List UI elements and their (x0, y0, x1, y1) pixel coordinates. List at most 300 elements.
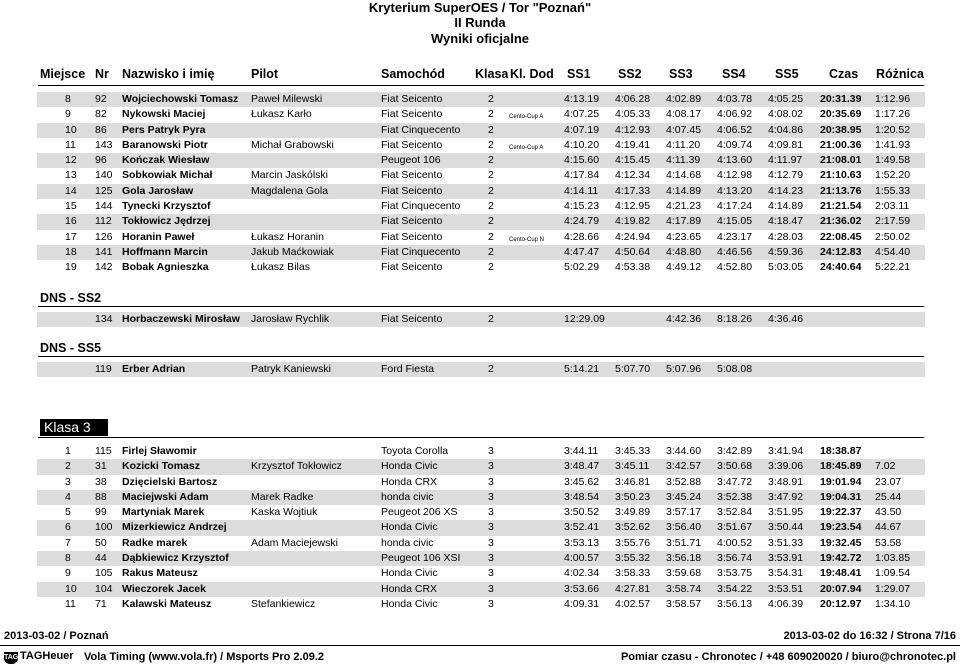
cell-ss2: 3:49.89 (615, 506, 651, 519)
cell-pos: 15 (65, 200, 77, 213)
col-name: Nazwisko i imię (122, 67, 215, 81)
table-row (37, 505, 925, 520)
cell-name: Nykowski Maciej (122, 108, 206, 121)
results-table-klasa3 (37, 444, 925, 612)
cell-czas: 21:10.63 (820, 169, 862, 182)
col-ss3: SS3 (669, 67, 693, 81)
cell-nr: 143 (95, 138, 113, 151)
cell-pilot: Marcin Jaskólski (251, 169, 329, 182)
cell-diff: 1:34.10 (875, 597, 911, 610)
cell-pos: 10 (65, 123, 77, 136)
cell-pilot: Kaska Wojtiuk (251, 506, 318, 519)
cell-car: honda civic (381, 536, 434, 549)
cell-nr: 50 (95, 536, 107, 549)
cell-ss4: 3:56.74 (717, 552, 753, 565)
cell-ss5: 4:14.89 (768, 200, 804, 213)
cell-nr: 100 (95, 521, 113, 534)
cell-ss3: 4:17.89 (666, 215, 702, 228)
table-row (37, 92, 925, 107)
header-rule (38, 85, 924, 86)
table-row (37, 123, 925, 138)
cell-ss3: 4:14.68 (666, 169, 702, 182)
cell-diff: 7.02 (875, 460, 896, 473)
cell-pos: 19 (65, 261, 77, 274)
cell-car: Fiat Cinquecento (381, 123, 461, 136)
cell-nr: 71 (95, 597, 107, 610)
cell-klasa: 2 (488, 363, 494, 375)
cell-klasa: 2 (488, 200, 494, 213)
cell-ss1: 3:48.54 (564, 490, 600, 503)
cell-dod: Cento-Cup N (509, 236, 545, 243)
cell-name: Pers Patryk Pyra (122, 123, 206, 136)
tagheuer-logo: TAG TAGHeuer (4, 650, 74, 662)
cell-ss5: 4:04.86 (768, 123, 804, 136)
cell-ss5: 4:14.23 (768, 184, 804, 197)
cell-ss4: 3:52.84 (717, 506, 753, 519)
cell-car: Fiat Seicento (381, 261, 443, 274)
cell-pilot: Patryk Kaniewski (251, 363, 331, 375)
cell-name: Dąbkiewicz Krzysztof (122, 552, 229, 565)
cell-pilot: Łukasz Bilas (251, 261, 310, 274)
cell-name: Wojciechowski Tomasz (122, 93, 239, 105)
cell-ss3: 4:48.80 (666, 245, 702, 258)
cell-klasa: 3 (488, 445, 494, 457)
cell-ss1: 4:14.11 (564, 184, 599, 197)
cell-klasa: 2 (488, 93, 494, 105)
cell-car: Fiat Cinquecento (381, 245, 461, 258)
cell-ss5: 4:05.25 (768, 93, 804, 105)
table-row (37, 214, 925, 229)
cell-ss4: 3:51.67 (717, 521, 753, 534)
cell-ss1: 3:50.52 (564, 506, 600, 519)
cell-ss1: 3:53.13 (564, 536, 600, 549)
cell-klasa: 3 (488, 475, 494, 488)
cell-diff: 43.50 (875, 506, 902, 519)
cell-pilot: Jakub Maćkowiak (251, 245, 334, 258)
cell-pos: 16 (65, 215, 77, 228)
cell-klasa: 2 (488, 154, 494, 167)
cell-nr: 119 (95, 363, 112, 375)
cell-name: Radke marek (122, 536, 188, 549)
cell-car: Fiat Seicento (381, 230, 443, 243)
cell-ss2: 4:12.34 (615, 169, 651, 182)
cell-ss4: 3:50.68 (717, 460, 753, 473)
cell-klasa: 3 (488, 582, 494, 595)
cell-ss3: 4:23.65 (666, 230, 702, 243)
table-row (37, 444, 925, 459)
cell-ss2: 4:19.41 (615, 138, 651, 151)
cell-ss5: 3:51.33 (768, 536, 804, 549)
cell-czas: 20:31.39 (820, 93, 862, 105)
cell-dod: Cento-Cup A (509, 144, 544, 151)
cell-diff: 1:29.07 (875, 582, 911, 595)
cell-klasa: 3 (488, 521, 494, 534)
cell-pilot: Łukasz Karło (251, 108, 312, 121)
table-row (37, 362, 925, 377)
cell-name: Sobkowiak Michał (122, 169, 213, 182)
cell-ss5: 4:36.46 (768, 313, 804, 325)
cell-ss4: 4:00.52 (717, 536, 753, 549)
cell-nr: 144 (95, 200, 113, 213)
cell-name: Erber Adrian (122, 363, 186, 375)
cell-ss3: 3:44.60 (666, 445, 702, 457)
cell-car: Fiat Seicento (381, 93, 443, 105)
cell-name: Martyniak Marek (122, 506, 205, 519)
cell-nr: 115 (95, 445, 112, 457)
cell-name: Baranowski Piotr (122, 138, 208, 151)
cell-pilot: Łukasz Horanin (251, 230, 324, 243)
cell-car: Honda Civic (381, 597, 438, 610)
dns-ss5-rule (38, 356, 924, 357)
cell-pos: 18 (65, 245, 77, 258)
cell-klasa: 3 (488, 567, 494, 580)
cell-ss2: 4:02.57 (615, 597, 651, 610)
cell-ss5: 3:39.06 (768, 460, 804, 473)
cell-ss5: 3:47.92 (768, 490, 804, 503)
cell-name: Hoffmann Marcin (122, 245, 208, 258)
dns-ss5-label: DNS - SS5 (40, 341, 102, 355)
cell-ss5: 4:28.03 (768, 230, 804, 243)
cell-ss2: 5:07.70 (615, 363, 651, 375)
cell-car: Fiat Seicento (381, 184, 443, 197)
cell-klasa: 3 (488, 597, 494, 610)
footer-date-location: 2013-03-02 / Poznań (4, 630, 109, 642)
cell-name: Rakus Mateusz (122, 567, 198, 580)
cell-pilot: Marek Radke (251, 490, 314, 503)
cell-pos: 10 (65, 582, 77, 595)
cell-ss4: 3:54.22 (717, 582, 753, 595)
cell-czas: 21:00.36 (820, 138, 862, 151)
cell-nr: 134 (95, 313, 113, 325)
cell-diff: 1:09.54 (875, 567, 911, 580)
cell-diff: 1:20.52 (875, 123, 911, 136)
cell-nr: 104 (95, 582, 113, 595)
cell-ss1: 4:15.23 (564, 200, 600, 213)
table-row (37, 107, 925, 122)
cell-ss4: 4:13.20 (717, 184, 753, 197)
results-status: Wyniki oficjalne (430, 31, 529, 46)
col-nr: Nr (95, 67, 109, 81)
cell-car: Toyota Corolla (381, 445, 449, 457)
cell-czas: 21:36.02 (820, 215, 862, 228)
cell-ss1: 3:45.62 (564, 475, 600, 488)
cell-klasa: 3 (488, 490, 494, 503)
cell-car: Honda Civic (381, 567, 438, 580)
cell-ss2: 4:19.82 (615, 215, 651, 228)
cell-nr: 112 (95, 215, 112, 228)
cell-ss4: 4:23.17 (717, 230, 753, 243)
cell-ss3: 4:11.20 (666, 138, 701, 151)
cell-pos: 6 (65, 521, 71, 534)
cell-ss5: 4:09.81 (768, 138, 804, 151)
table-row (37, 536, 925, 551)
cell-ss5: 3:53.91 (768, 552, 804, 565)
cell-ss4: 4:06.52 (717, 123, 753, 136)
cell-czas: 19:01.94 (820, 475, 862, 488)
cell-car: Ford Fiesta (381, 363, 435, 375)
cell-pos: 4 (65, 490, 71, 503)
tagheuer-shield-icon: TAG (4, 652, 18, 664)
table-row (37, 597, 925, 612)
table-row (37, 475, 925, 490)
cell-ss3: 3:58.74 (666, 582, 702, 595)
cell-diff: 2:50.02 (875, 230, 911, 243)
cell-czas: 20:38.95 (820, 123, 862, 136)
cell-ss3: 4:02.89 (666, 93, 702, 105)
cell-klasa: 3 (488, 460, 494, 473)
cell-ss3: 3:51.71 (666, 536, 702, 549)
klasa3-label: Klasa 3 (40, 419, 108, 436)
cell-pos: 12 (65, 154, 77, 167)
col-ss4: SS4 (722, 67, 746, 81)
cell-nr: 142 (95, 261, 113, 274)
cell-car: Fiat Seicento (381, 169, 443, 182)
cell-pos: 3 (65, 475, 71, 488)
cell-nr: 99 (95, 506, 107, 519)
cell-ss5: 3:41.94 (768, 445, 804, 457)
cell-pos: 13 (65, 169, 77, 182)
cell-ss1: 4:28.66 (564, 230, 600, 243)
cell-ss3: 5:07.96 (666, 363, 702, 375)
table-row (37, 230, 925, 245)
cell-ss4: 4:03.78 (717, 93, 753, 105)
cell-ss2: 4:27.81 (615, 582, 651, 595)
cell-ss1: 4:10.20 (564, 138, 600, 151)
table-row (37, 490, 925, 505)
cell-ss1: 5:02.29 (564, 261, 600, 274)
cell-ss3: 3:45.24 (666, 490, 702, 503)
footer-rule (0, 645, 960, 646)
cell-name: Gola Jarosław (122, 184, 194, 197)
cell-ss5: 4:18.47 (768, 215, 804, 228)
cell-car: Honda Civic (381, 521, 438, 534)
table-row (37, 566, 925, 581)
table-row (37, 184, 925, 199)
cell-ss2: 4:15.45 (615, 154, 651, 167)
cell-diff: 1:49.58 (875, 154, 911, 167)
cell-diff: 1:03.85 (875, 552, 911, 565)
cell-ss2: 3:55.76 (615, 536, 651, 549)
cell-ss1: 4:07.19 (564, 123, 600, 136)
cell-name: Horanin Paweł (122, 230, 195, 243)
cell-pilot: Krzysztof Tokłowicz (251, 460, 342, 473)
cell-klasa: 2 (488, 261, 494, 274)
results-table-klasa2 (37, 92, 925, 276)
cell-pilot: Michał Grabowski (251, 138, 334, 151)
cell-czas: 24:40.64 (820, 261, 862, 274)
cell-diff: 44.67 (875, 521, 902, 534)
cell-diff: 1:52.20 (875, 169, 911, 182)
cell-ss4: 4:09.74 (717, 138, 753, 151)
cell-ss2: 3:52.62 (615, 521, 651, 534)
cell-ss2: 3:46.81 (615, 475, 651, 488)
cell-diff: 2:03.11 (875, 200, 910, 213)
cell-name: Mizerkiewicz Andrzej (122, 521, 227, 534)
cell-nr: 96 (95, 154, 107, 167)
col-pos: Miejsce (40, 67, 86, 81)
cell-ss3: 3:42.57 (666, 460, 702, 473)
cell-car: Fiat Seicento (381, 313, 443, 325)
cell-nr: 44 (95, 552, 107, 565)
cell-ss2: 3:58.33 (615, 567, 651, 580)
cell-name: Kozicki Tomasz (122, 460, 200, 473)
col-klasa: Klasa (475, 67, 509, 81)
cell-czas: 19:04.31 (820, 490, 862, 503)
cell-nr: 125 (95, 184, 113, 197)
cell-car: Fiat Cinquecento (381, 200, 461, 213)
cell-ss5: 3:51.95 (768, 506, 804, 519)
cell-name: Horbaczewski Mirosław (122, 313, 240, 325)
cell-diff: 5:22.21 (875, 261, 911, 274)
cell-ss4: 3:47.72 (717, 475, 753, 488)
cell-czas: 20:35.69 (820, 108, 862, 121)
cell-ss1: 4:13.19 (564, 93, 600, 105)
cell-ss2: 3:55.32 (615, 552, 651, 565)
table-row (37, 551, 925, 566)
table-row (37, 459, 925, 474)
col-pilot: Pilot (251, 67, 279, 81)
cell-nr: 141 (95, 245, 113, 258)
dns-ss2-label: DNS - SS2 (40, 291, 102, 305)
cell-ss4: 4:06.92 (717, 108, 753, 121)
cell-nr: 105 (95, 567, 113, 580)
cell-car: honda civic (381, 490, 434, 503)
cell-klasa: 3 (488, 536, 494, 549)
cell-pos: 5 (65, 506, 71, 519)
cell-ss1: 4:15.60 (564, 154, 600, 167)
cell-pilot: Jarosław Rychlik (251, 313, 330, 325)
cell-klasa: 2 (488, 245, 494, 258)
table-row (37, 138, 925, 153)
cell-ss4: 5:08.08 (717, 363, 753, 375)
cell-czas: 19:42.72 (820, 552, 862, 565)
cell-ss5: 5:03.05 (768, 261, 804, 274)
col-ss5: SS5 (775, 67, 799, 81)
cell-klasa: 3 (488, 506, 494, 519)
cell-ss3: 4:08.17 (666, 108, 702, 121)
cell-name: Kończak Wiesław (122, 154, 210, 167)
cell-ss1: 4:09.31 (564, 597, 600, 610)
cell-pos: 8 (65, 552, 71, 565)
cell-car: Fiat Seicento (381, 215, 443, 228)
cell-pos: 1 (65, 445, 71, 457)
cell-diff: 2:17.59 (875, 215, 911, 228)
cell-czas: 24:12.83 (820, 245, 862, 258)
cell-diff: 23.07 (875, 475, 902, 488)
cell-ss4: 4:17.24 (717, 200, 753, 213)
cell-ss1: 4:17.84 (564, 169, 600, 182)
cell-diff: 1:41.93 (875, 138, 911, 151)
cell-diff: 53.58 (875, 536, 902, 549)
footer-page-info: 2013-03-02 do 16:32 / Strona 7/16 (783, 630, 956, 642)
col-ss2: SS2 (618, 67, 642, 81)
cell-ss2: 3:45.11 (615, 460, 650, 473)
cell-ss3: 3:56.40 (666, 521, 702, 534)
table-row (37, 582, 925, 597)
cell-klasa: 2 (488, 169, 494, 182)
cell-czas: 20:12.97 (820, 597, 862, 610)
cell-ss5: 4:06.39 (768, 597, 804, 610)
cell-name: Maciejwski Adam (122, 490, 209, 503)
cell-czas: 19:23.54 (820, 521, 862, 534)
cell-ss1: 5:14.21 (564, 363, 600, 375)
table-row (37, 260, 925, 275)
cell-ss4: 4:13.60 (717, 154, 753, 167)
cell-diff: 4:54.40 (875, 245, 911, 258)
cell-ss2: 4:06.28 (615, 93, 651, 105)
cell-ss3: 4:07.45 (666, 123, 702, 136)
cell-ss1: 4:02.34 (564, 567, 600, 580)
cell-ss2: 4:17.33 (615, 184, 651, 197)
cell-name: Kalawski Mateusz (122, 597, 212, 610)
cell-klasa: 2 (488, 138, 494, 151)
cell-klasa: 2 (488, 313, 494, 325)
cell-ss3: 4:14.89 (666, 184, 702, 197)
cell-car: Peugeot 106 (381, 154, 441, 167)
table-row (37, 168, 925, 183)
cell-nr: 88 (95, 490, 107, 503)
cell-nr: 38 (95, 475, 107, 488)
cell-ss4: 8:18.26 (717, 313, 753, 325)
cell-klasa: 2 (488, 230, 494, 243)
cell-ss2: 4:12.95 (615, 200, 651, 213)
cell-name: Tynecki Krzysztof (122, 200, 211, 213)
cell-ss3: 3:59.68 (666, 567, 702, 580)
cell-diff: 25.44 (875, 490, 902, 503)
cell-car: Honda CRX (381, 475, 438, 488)
table-row (37, 199, 925, 214)
cell-ss1: 4:07.25 (564, 108, 600, 121)
cell-klasa: 2 (488, 123, 494, 136)
col-czas: Czas (829, 67, 859, 81)
cell-pos: 14 (65, 184, 77, 197)
cell-pos: 11 (65, 597, 76, 610)
cell-name: Firlej Sławomir (122, 445, 197, 457)
cell-pos: 2 (65, 460, 71, 473)
cell-czas: 19:48.41 (820, 567, 862, 580)
cell-ss2: 4:53.38 (615, 261, 651, 274)
cell-ss5: 4:08.02 (768, 108, 804, 121)
col-car: Samochód (381, 67, 445, 81)
footer-credit: Vola Timing (www.vola.fr) / Msports Pro 2.09.2 (84, 651, 325, 663)
cell-diff: 1:12.96 (875, 93, 911, 105)
cell-ss5: 3:50.44 (768, 521, 804, 534)
cell-pos: 8 (65, 93, 71, 105)
table-row (37, 245, 925, 260)
cell-czas: 20:07.94 (820, 582, 862, 595)
cell-car: Peugeot 106 XSI (381, 552, 461, 565)
table-row (37, 312, 925, 327)
cell-czas: 21:21.54 (820, 200, 862, 213)
cell-name: Bobak Agnieszka (122, 261, 209, 274)
cell-ss1: 3:52.41 (564, 521, 600, 534)
cell-czas: 19:32.45 (820, 536, 862, 549)
cell-ss1: 4:47.47 (564, 245, 600, 258)
cell-ss4: 3:52.38 (717, 490, 753, 503)
cell-ss3: 3:57.17 (666, 506, 702, 519)
cell-ss3: 3:56.18 (666, 552, 702, 565)
cell-ss5: 3:48.91 (768, 475, 804, 488)
cell-pos: 7 (65, 536, 71, 549)
cell-nr: 126 (95, 230, 113, 243)
cell-czas: 18:45.89 (820, 460, 862, 473)
cell-czas: 21:13.76 (820, 184, 862, 197)
cell-ss3: 4:49.12 (666, 261, 702, 274)
cell-ss3: 4:11.39 (666, 154, 701, 167)
cell-name: Dzięcielski Bartosz (122, 475, 218, 488)
cell-ss1: 3:44.11 (564, 445, 599, 457)
cell-czas: 18:38.87 (820, 445, 862, 457)
